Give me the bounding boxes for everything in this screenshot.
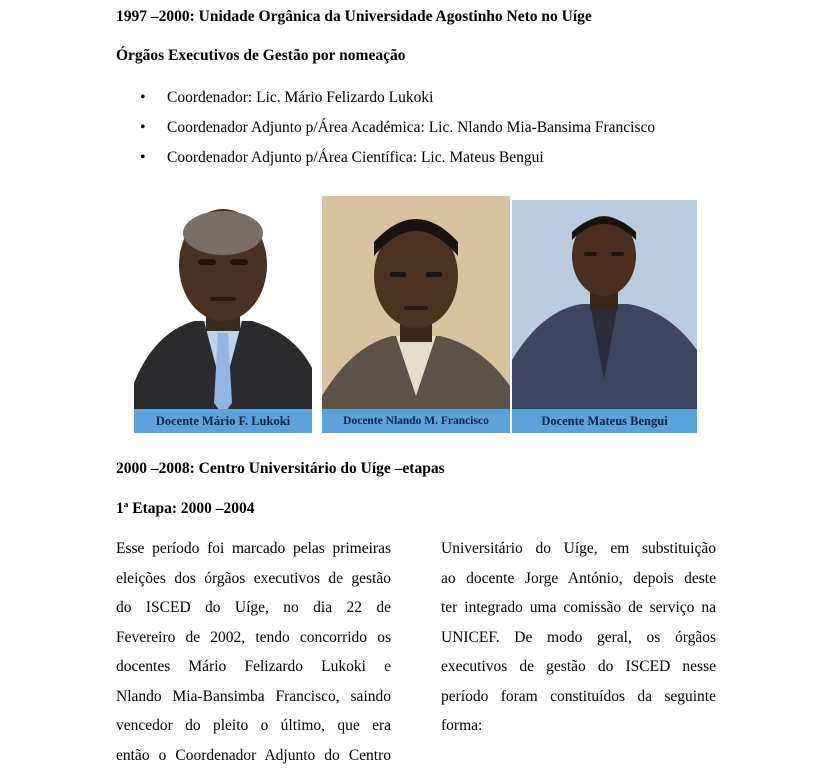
- subheading-executive-organs: Órgãos Executivos de Gestão por nomeação: [116, 47, 405, 65]
- photo-nlando-francisco: [322, 196, 510, 433]
- text-line: executivos de gestão do ISCED nesse: [441, 652, 716, 682]
- text-line: forma:: [441, 711, 716, 741]
- text-line: eleições dos órgãos executivos de gestão: [116, 564, 391, 594]
- text-line: vencedor do pleito o último, que era: [116, 711, 391, 741]
- portrait-image: [134, 193, 312, 433]
- text-line: período foram constituídos da seguinte: [441, 682, 716, 712]
- text-column-left: [116, 534, 391, 770]
- text-line: Fevereiro de 2002, tendo concorrido os: [116, 623, 391, 653]
- text-line: UNICEF. De modo geral, os órgãos: [441, 623, 716, 653]
- text-line: docentes Mário Felizardo Lukoki e: [116, 652, 391, 682]
- list-item: • Coordenador Adjunto p/Área Académica: Lic. Nlando Mia-Bansima Francisco: [140, 113, 655, 143]
- list-item: • Coordenador Adjunto p/Área Científica: Lic. Mateus Bengui: [140, 143, 655, 173]
- text-line: Nlando Mia-Bansimba Francisco, saindo: [116, 682, 391, 712]
- text-line: ter integrado uma comissão de serviço na: [441, 593, 716, 623]
- text-column-right: [441, 534, 716, 741]
- coordinators-list: [140, 83, 655, 173]
- portrait-image: [512, 200, 697, 433]
- portrait-image: [322, 196, 510, 433]
- photo-mateus-bengui: [512, 200, 697, 433]
- text-line: do ISCED do Uíge, no dia 22 de: [116, 593, 391, 623]
- section-heading-2000-2008: 2000 –2008: Centro Universitário do Uíge –etapas: [116, 460, 445, 478]
- text-line: Universitário do Uíge, em substituição: [441, 534, 716, 564]
- photo-caption: Docente Mateus Bengui: [512, 409, 697, 433]
- photo-caption: Docente Mário F. Lukoki: [134, 409, 312, 433]
- section-heading-1997-2000: 1997 –2000: Unidade Orgânica da Universidade Agostinho Neto no Uíge: [116, 8, 592, 26]
- list-item: • Coordenador: Lic. Mário Felizardo Lukoki: [140, 83, 655, 113]
- photo-mario-lukoki: [134, 193, 312, 433]
- text-line: Esse período foi marcado pelas primeiras: [116, 534, 391, 564]
- text-line: então o Coordenador Adjunto do Centro: [116, 741, 391, 770]
- text-line: ao docente Jorge António, depois deste: [441, 564, 716, 594]
- subheading-first-stage: 1ª Etapa: 2000 –2004: [116, 500, 255, 518]
- photo-caption: Docente Nlando M. Francisco: [322, 409, 510, 433]
